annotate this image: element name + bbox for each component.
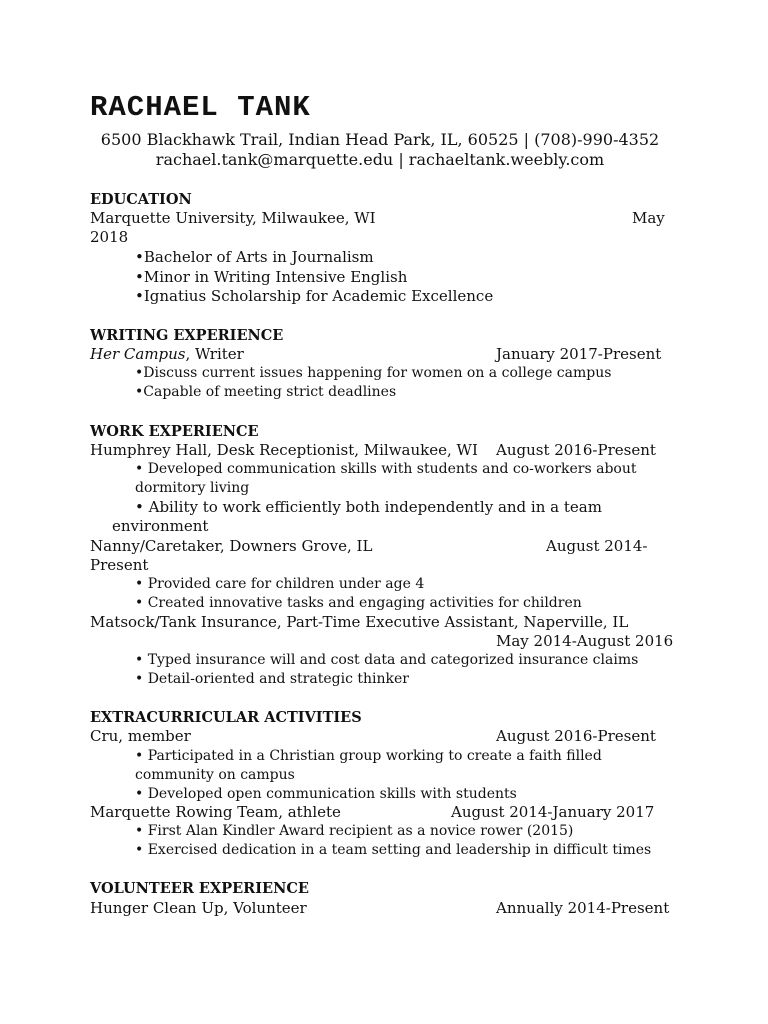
work-job-2-bullet-1: • Provided care for children under age 4 <box>135 576 425 592</box>
extracurricular-item-1-bullet-1-cont: community on campus <box>135 767 295 783</box>
work-job-1-bullet-2: • Ability to work efficiently both independently and in a team <box>135 498 602 516</box>
extracurricular-item-2-bullet-1: • First Alan Kindler Award recipient as a novice rower (2015) <box>135 823 574 839</box>
education-school: Marquette University, Milwaukee, WI <box>90 209 376 227</box>
writing-bullet-2: •Capable of meeting strict deadlines <box>135 384 397 400</box>
extracurricular-item-1-title: Cru, member <box>90 727 191 745</box>
volunteer-title: Hunger Clean Up, Volunteer <box>90 899 307 917</box>
volunteer-date: Annually 2014-Present <box>496 899 670 917</box>
work-job-3-date: May 2014-August 2016 <box>496 632 674 650</box>
writing-org: Her Campus <box>90 345 186 363</box>
work-job-3-bullet-1: • Typed insurance will and cost data and categorized insurance claims <box>135 652 639 668</box>
writing-bullet-1: •Discuss current issues happening for women on a college campus <box>135 365 612 381</box>
work-heading: WORK EXPERIENCE <box>90 423 259 440</box>
education-bullet-minor: •Minor in Writing Intensive English <box>135 268 408 286</box>
education-bullet-scholarship: •Ignatius Scholarship for Academic Excellence <box>135 287 494 305</box>
contact-address-phone: 6500 Blackhawk Trail, Indian Head Park, IL, 60525 | (708)-990-4352 <box>100 130 660 149</box>
education-date-month: May <box>632 209 665 227</box>
writing-date: January 2017-Present <box>496 345 662 363</box>
work-job-3-bullet-2: • Detail-oriented and strategic thinker <box>135 671 409 687</box>
work-job-2-date-start: August 2014- <box>546 537 648 555</box>
work-job-1-title: Humphrey Hall, Desk Receptionist, Milwaukee, WI <box>90 441 478 459</box>
education-date-year: 2018 <box>90 228 129 246</box>
writing-role: , Writer <box>185 345 244 363</box>
work-job-1-bullet-1: • Developed communication skills with students and co-workers about <box>135 461 637 477</box>
extracurricular-heading: EXTRACURRICULAR ACTIVITIES <box>90 709 362 726</box>
education-bullet-degree: •Bachelor of Arts in Journalism <box>135 248 374 266</box>
extracurricular-item-1-bullet-1: • Participated in a Christian group working to create a faith filled <box>135 748 602 764</box>
contact-email-website: rachael.tank@marquette.edu | rachaeltank.weebly.com <box>155 150 605 169</box>
writing-heading: WRITING EXPERIENCE <box>90 327 284 344</box>
writing-position <box>90 345 244 364</box>
extracurricular-item-1-bullet-2: • Developed open communication skills with students <box>135 786 517 802</box>
extracurricular-item-2-title: Marquette Rowing Team, athlete <box>90 803 341 821</box>
volunteer-heading: VOLUNTEER EXPERIENCE <box>90 880 309 897</box>
candidate-name: RACHAEL TANK <box>90 91 311 124</box>
extracurricular-item-2-date: August 2014-January 2017 <box>451 803 655 821</box>
work-job-2-bullet-2: • Created innovative tasks and engaging activities for children <box>135 595 582 611</box>
work-job-1-date: August 2016-Present <box>496 441 656 459</box>
education-heading: EDUCATION <box>90 191 192 208</box>
work-job-1-bullet-1-cont: dormitory living <box>135 480 250 496</box>
work-job-1-bullet-2-cont: environment <box>112 517 209 535</box>
work-job-3-title: Matsock/Tank Insurance, Part-Time Executive Assistant, Naperville, IL <box>90 613 629 631</box>
work-job-2-date-end: Present <box>90 556 149 574</box>
extracurricular-item-2-bullet-2: • Exercised dedication in a team setting and leadership in difficult times <box>135 842 652 858</box>
work-job-2-title: Nanny/Caretaker, Downers Grove, IL <box>90 537 373 555</box>
extracurricular-item-1-date: August 2016-Present <box>496 727 656 745</box>
